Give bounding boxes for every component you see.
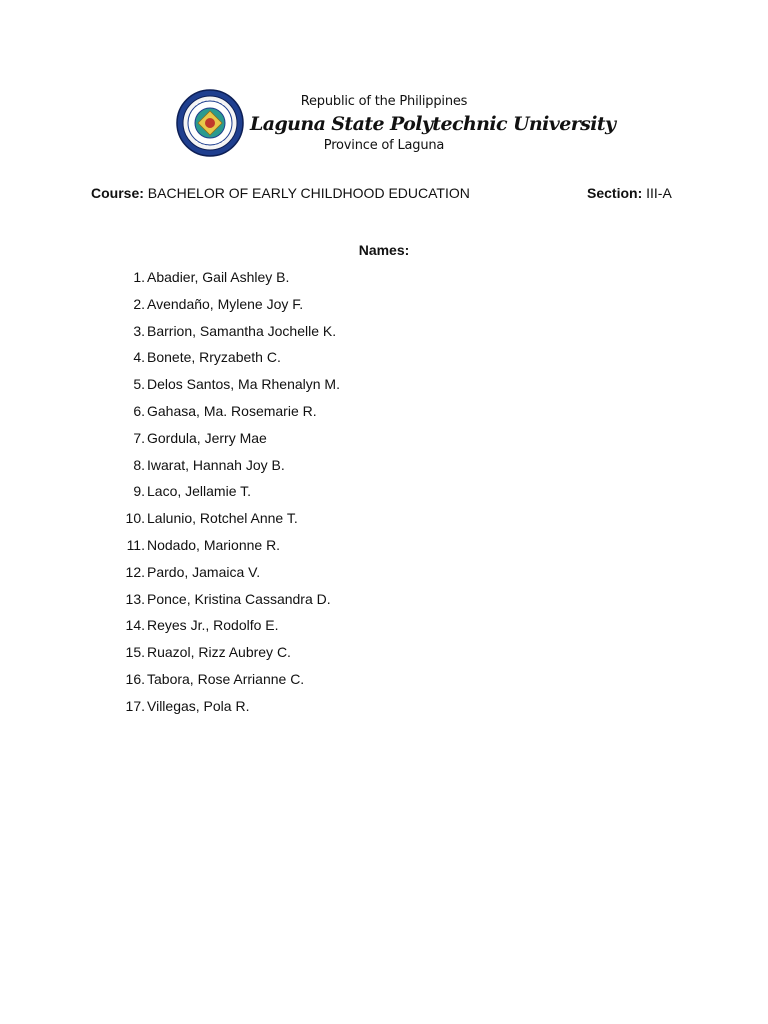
student-name: Nodado, Marionne R. [147, 536, 281, 553]
university-seal-logo [176, 89, 244, 157]
item-number: 15. [125, 644, 145, 661]
student-name: Villegas, Pola R. [147, 697, 250, 714]
student-name: Avendaño, Mylene Joy F. [147, 295, 304, 312]
course-value: BACHELOR OF EARLY CHILDHOOD EDUCATION [147, 185, 470, 201]
item-number: 12. [125, 563, 145, 580]
section-value: III-A [646, 185, 672, 201]
item-number: 11. [126, 536, 145, 553]
student-name: Pardo, Jamaica V. [147, 563, 261, 580]
student-name: Laco, Jellamie T. [147, 483, 252, 500]
republic-line: Republic of the Philippines [300, 94, 468, 109]
student-name: Delos Santos, Ma Rhenalyn M. [147, 376, 340, 393]
item-number: 17. [125, 697, 145, 714]
university-name: Laguna State Polytechnic University [250, 113, 616, 135]
student-name: Ponce, Kristina Cassandra D. [147, 590, 331, 607]
item-number: 5. [133, 376, 145, 393]
item-number: 7. [133, 429, 145, 446]
names-heading: Names: [358, 242, 410, 258]
student-name: Barrion, Samantha Jochelle K. [147, 322, 337, 339]
course-line [91, 185, 470, 201]
student-name: Gordula, Jerry Mae [147, 429, 267, 446]
item-number: 8. [133, 456, 145, 473]
student-name: Abadier, Gail Ashley B. [147, 269, 290, 285]
student-name: Lalunio, Rotchel Anne T. [147, 510, 298, 527]
item-number: 10. [125, 510, 145, 527]
item-number: 4. [133, 349, 145, 366]
student-name: Iwarat, Hannah Joy B. [147, 456, 285, 473]
item-number: 6. [133, 402, 145, 419]
province-line: Province of Laguna [323, 138, 445, 153]
item-number: 14. [125, 617, 145, 634]
student-name: Bonete, Rryzabeth C. [147, 349, 281, 366]
item-number: 13. [125, 590, 145, 607]
item-number: 2. [133, 295, 145, 312]
student-name: Gahasa, Ma. Rosemarie R. [147, 402, 317, 419]
item-number: 3. [133, 322, 145, 339]
section-line [587, 185, 672, 201]
student-name: Tabora, Rose Arrianne C. [147, 670, 305, 687]
student-name: Reyes Jr., Rodolfo E. [147, 617, 279, 634]
item-number: 9. [133, 483, 145, 500]
section-label: Section: [587, 185, 643, 201]
course-label: Course: [91, 185, 144, 201]
item-number: 1. [133, 269, 145, 285]
item-number: 16. [125, 670, 145, 687]
student-name: Ruazol, Rizz Aubrey C. [147, 644, 291, 661]
